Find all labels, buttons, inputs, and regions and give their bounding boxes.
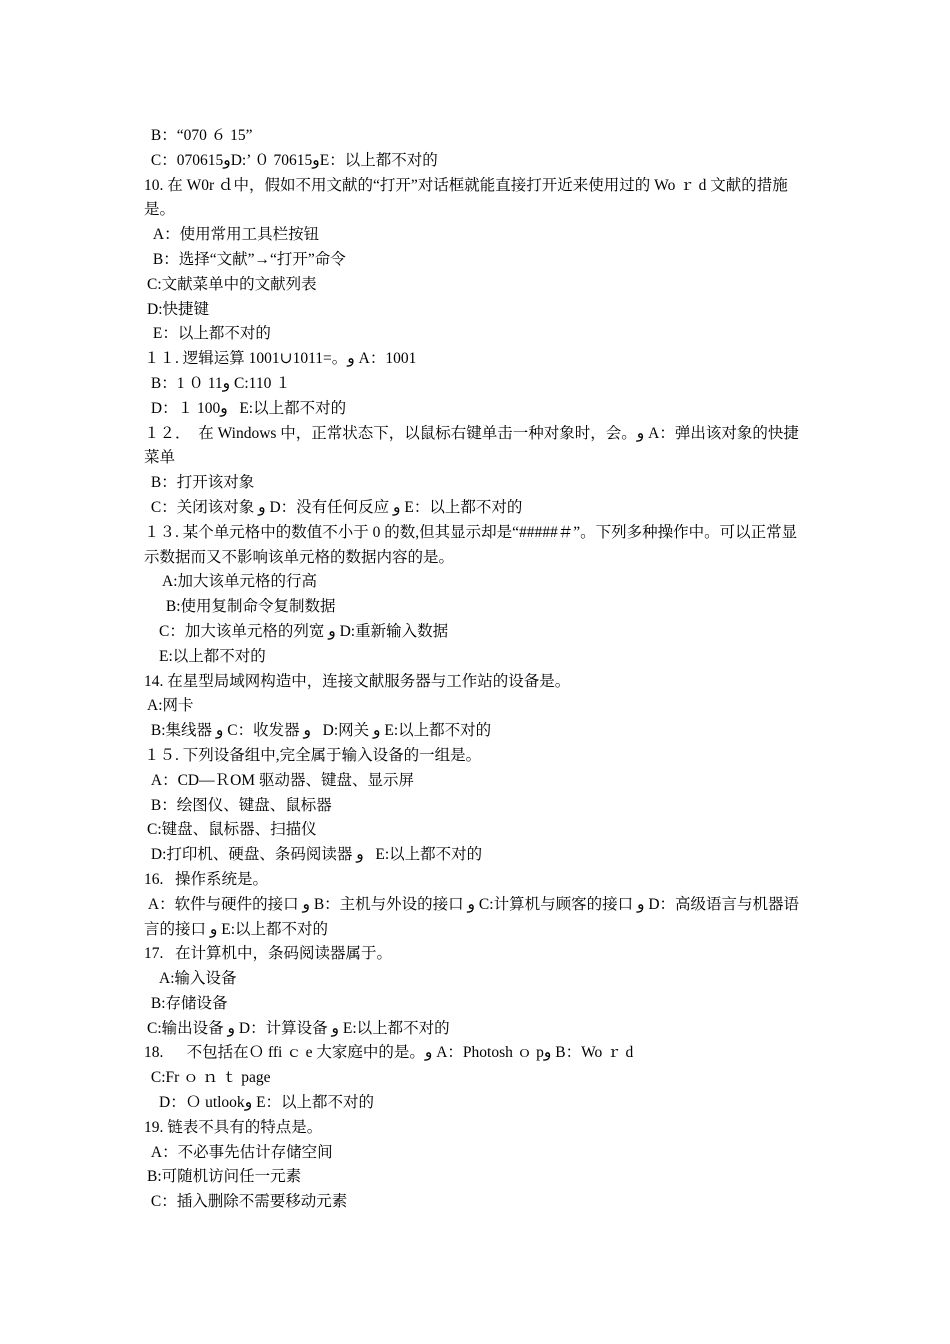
text-line: 16. 操作系统是。 (144, 870, 269, 888)
text-line: 17. 在计算机中，条码阅读器属于。 (144, 945, 393, 963)
text-line: B：打开该对象 (147, 474, 255, 492)
text-line: 14. 在星型局域网构造中，连接文献服务器与工作站的设备是。 (144, 672, 571, 690)
text-line: C:Fr ｏ ｎ ｔ page (147, 1069, 271, 1087)
text-line: A：CD—ＲOM 驱动器、键盘、显示屏 (147, 771, 414, 789)
text-line: C：关闭该对象 و D：没有任何反应 و E：以上都不对的 (147, 498, 523, 516)
text-line: １３. 某个单元格中的数值不小于 0 的数,但其显示却是“#####＃”。下列多种操作中。可以正常显示数据而又不影响该单元格的数据内容的是。 (144, 523, 798, 566)
text-line: 18. 不包括在Ｏ ffi ｃ e 大家庭中的是。و A：Photosh ｏ pو B：Wo ｒ d (144, 1044, 634, 1062)
text-line: １５. 下列设备组中,完全属于输入设备的一组是。 (144, 746, 482, 764)
text-line: D:打印机、硬盘、条码阅读器 و E:以上都不对的 (147, 846, 483, 864)
text-line: C:键盘、鼠标器、扫描仪 (147, 821, 317, 839)
text-line: B：“070 ６ 15” (147, 127, 253, 144)
text-line: A:加大该单元格的行高 (162, 573, 318, 591)
text-line: D：１ 100و E:以上都不对的 (147, 399, 347, 417)
text-line: １１. 逻辑运算 1001∪1011=。و A：1001 (144, 350, 417, 368)
text-line: E:以上都不对的 (159, 647, 266, 665)
text-line: A:网卡 (147, 697, 194, 715)
text-line: B：1 ０ 11و C:110 １ (147, 374, 291, 392)
text-line: B:使用复制命令复制数据 (162, 598, 336, 616)
text-line: 19. 链表不具有的特点是。 (144, 1118, 323, 1136)
text-line: １２． 在 Windows 中，正常状态下，以鼠标右键单击一种对象时，会。و A：弹出该对象的快捷菜单 (144, 424, 799, 467)
text-line: B:存储设备 (147, 994, 228, 1012)
text-line: C：加大该单元格的列宽 و D:重新输入数据 (159, 622, 449, 640)
text-line: A：使用常用工具栏按钮 (149, 226, 320, 244)
text-line: C：插入删除不需要移动元素 (147, 1193, 348, 1211)
text-line: B：选择“文献”→“打开”命令 (149, 250, 346, 268)
text-line: B:可随机访问任一元素 (147, 1168, 302, 1186)
text-line: 10. 在 W0r ｄ中，假如不用文献的“打开”对话框就能直接打开近来使用过的 Wo ｒ d 文献的措施是。 (144, 176, 788, 219)
text-line: A：软件与硬件的接口 و B：主机与外设的接口 و C:计算机与顾客的接口 و D：高级语言与机器语言的接口 و E:以上都不对的 (144, 895, 800, 938)
text-line: A：不必事先估计存储空间 (147, 1143, 333, 1161)
text-line: C:输出设备 و D：计算设备 و E:以上都不对的 (147, 1019, 450, 1037)
text-line: B：绘图仪、键盘、鼠标器 (147, 796, 332, 814)
text-line: D：Ｏ utlookو E：以上都不对的 (159, 1094, 375, 1112)
text-line: D:快捷键 (147, 300, 210, 318)
text-line: B:集线器 و C：收发器 و D:网关 و E:以上都不对的 (147, 722, 492, 740)
text-line: A:输入设备 (159, 970, 237, 988)
text-line: E：以上都不对的 (149, 325, 271, 343)
document-body (144, 124, 812, 1215)
text-line: C：070615وD:’ ０ 70615وE：以上都不对的 (147, 151, 438, 169)
text-line: C:文献菜单中的文献列表 (147, 275, 317, 293)
